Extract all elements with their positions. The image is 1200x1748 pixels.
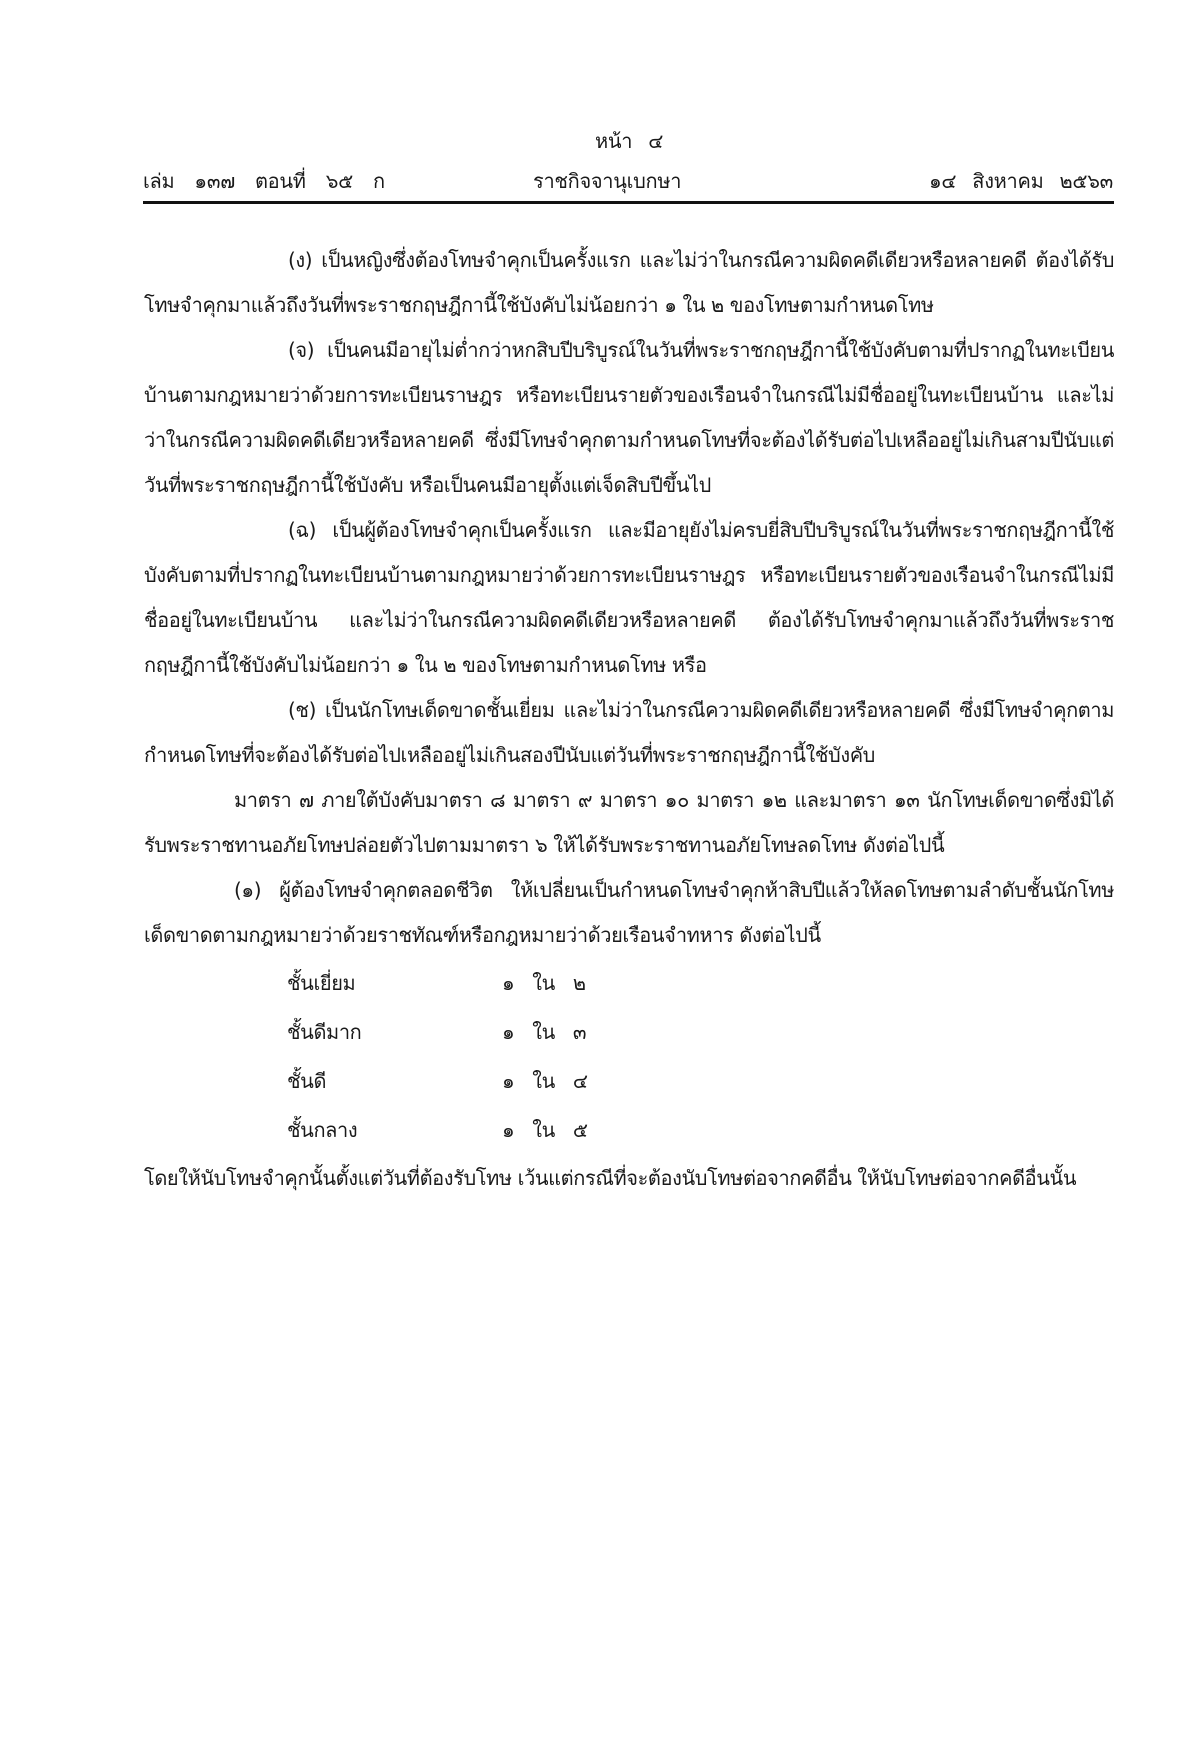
clause-ngo: (ง) เป็นหญิงซึ่งต้องโทษจำคุกเป็นครั้งแรก และไม่ว่าในกรณีความผิดคดีเดียวหรือหลายคดี ต้องได้รับโทษจำคุกมาแล้วถึงวันที่พระราชกฤษฎีกานี้ใช้บังคับไม่น้อยกว่า ๑ ใน ๒ ของโทษตามกำหนดโทษ: [144, 248, 1114, 317]
clause-chor: (ฉ) เป็นผู้ต้องโทษจำคุกเป็นครั้งแรก และมีอายุยังไม่ครบยี่สิบปีบริบูรณ์ในวันที่พระราชกฤษฎีกานี้ใช้บังคับตามที่ปรากฏในทะเบียนบ้านตามกฎหมายว่าด้วยการทะเบียนราษฎร หรือทะเบียนรายตัวของเรือนจำในกรณีไม่มีชื่ออยู่ในทะเบียนบ้าน และไม่ว่าในกรณีความผิดคดีเดียวหรือหลายคดี ต้องได้รับโทษจำคุกมาแล้วถึงวันที่พระราชกฤษฎีกานี้ใช้บังคับไม่น้อยกว่า ๑ ใน ๒ ของโทษตามกำหนดโทษ หรือ: [144, 518, 1114, 677]
prisoner-class: ชั้นเยี่ยม: [287, 971, 356, 995]
reduction-fraction: ๑ ใน ๓: [502, 1020, 587, 1044]
reduction-row: [144, 1058, 1114, 1107]
prisoner-class: ชั้นดีมาก: [287, 1020, 362, 1044]
document-body: [144, 238, 1114, 1201]
publication-title: ราชกิจจานุเบกษา: [533, 169, 682, 193]
closing-paragraph: โดยให้นับโทษจำคุกนั้นตั้งแต่วันที่ต้องรับโทษ เว้นแต่กรณีที่จะต้องนับโทษต่อจากคดีอื่น ให้นับโทษต่อจากคดีอื่นนั้น: [144, 1166, 1077, 1190]
item-1: (๑) ผู้ต้องโทษจำคุกตลอดชีวิต ให้เปลี่ยนเป็นกำหนดโทษจำคุกห้าสิบปีแล้วให้ลดโทษตามลำดับชั้นนักโทษเด็ดขาดตามกฎหมายว่าด้วยราชทัณฑ์หรือกฎหมายว่าด้วยเรือนจำทหาร ดังต่อไปนี้: [144, 878, 1114, 947]
clause-jor: (จ) เป็นคนมีอายุไม่ต่ำกว่าหกสิบปีบริบูรณ์ในวันที่พระราชกฤษฎีกานี้ใช้บังคับตามที่ปรากฏในทะเบียนบ้านตามกฎหมายว่าด้วยการทะเบียนราษฎร หรือทะเบียนรายตัวของเรือนจำในกรณีไม่มีชื่ออยู่ในทะเบียนบ้าน และไม่ว่าในกรณีความผิดคดีเดียวหรือหลายคดี ซึ่งมีโทษจำคุกตามกำหนดโทษที่จะต้องได้รับต่อไปเหลืออยู่ไม่เกินสามปีนับแต่วันที่พระราชกฤษฎีกานี้ใช้บังคับ หรือเป็นคนมีอายุตั้งแต่เจ็ดสิบปีขึ้นไป: [144, 338, 1114, 497]
reduction-row: [144, 960, 1114, 1009]
prisoner-class: ชั้นดี: [287, 1069, 327, 1093]
clause-cho: (ช) เป็นนักโทษเด็ดขาดชั้นเยี่ยม และไม่ว่าในกรณีความผิดคดีเดียวหรือหลายคดี ซึ่งมีโทษจำคุกตามกำหนดโทษที่จะต้องได้รับต่อไปเหลืออยู่ไม่เกินสองปีนับแต่วันที่พระราชกฤษฎีกานี้ใช้บังคับ: [144, 698, 1114, 767]
running-header: [143, 164, 1113, 198]
section-7: มาตรา ๗ ภายใต้บังคับมาตรา ๘ มาตรา ๙ มาตรา ๑๐ มาตรา ๑๒ และมาตรา ๑๓ นักโทษเด็ดขาดซึ่งมิได้รับพระราชทานอภัยโทษปล่อยตัวไปตามมาตรา ๖ ให้ได้รับพระราชทานอภัยโทษลดโทษ ดังต่อไปนี้: [144, 788, 1114, 857]
reduction-table: [144, 960, 1114, 1156]
volume-issue: เล่ม ๑๓๗ ตอนที่ ๖๕ ก: [143, 169, 385, 193]
reduction-fraction: ๑ ใน ๒: [502, 971, 586, 995]
prisoner-class: ชั้นกลาง: [287, 1118, 358, 1142]
reduction-row: [144, 1107, 1114, 1156]
publication-date: ๑๔ สิงหาคม ๒๕๖๓: [929, 169, 1113, 193]
reduction-fraction: ๑ ใน ๔: [502, 1069, 588, 1093]
reduction-fraction: ๑ ใน ๕: [502, 1118, 588, 1142]
reduction-row: [144, 1009, 1114, 1058]
header-divider: [143, 201, 1114, 204]
page-number: หน้า ๔: [594, 129, 664, 153]
